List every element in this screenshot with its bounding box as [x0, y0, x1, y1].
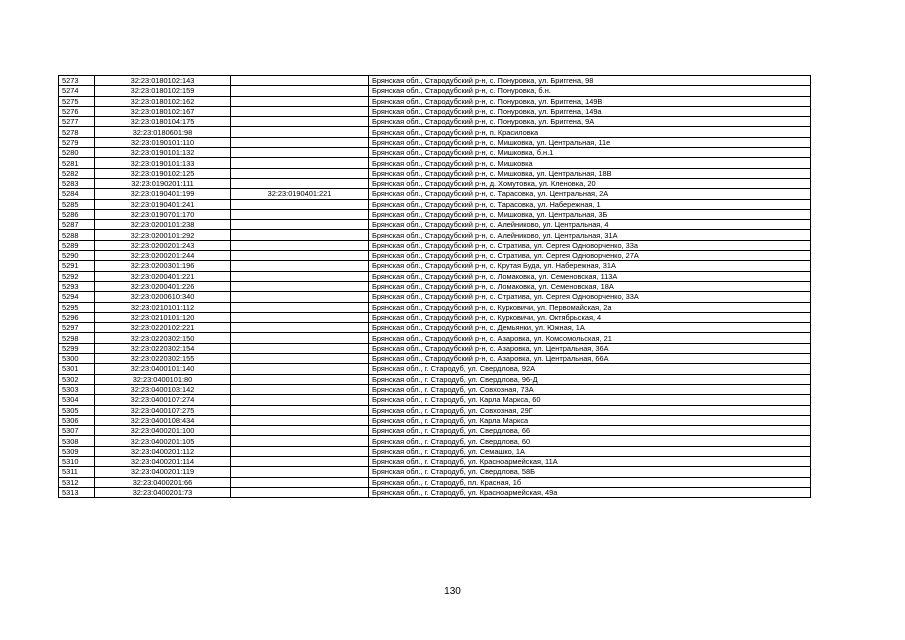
row-number-cell: 5305 [59, 405, 95, 415]
related-cadastral-number-cell [231, 312, 369, 322]
related-cadastral-number-cell [231, 426, 369, 436]
table-row [59, 76, 811, 86]
cadastral-number-cell: 32:23:0190101:132 [95, 148, 231, 158]
table-row [59, 220, 811, 230]
cadastral-number-cell: 32:23:0400201:100 [95, 426, 231, 436]
table-row [59, 251, 811, 261]
cadastral-number-cell: 32:23:0220302:155 [95, 354, 231, 364]
table-row [59, 477, 811, 487]
table-row [59, 178, 811, 188]
related-cadastral-number-cell [231, 477, 369, 487]
row-number-cell: 5276 [59, 106, 95, 116]
table-row [59, 168, 811, 178]
address-cell: Брянская обл., Стародубский р-н, п. Красиловка [369, 127, 811, 137]
row-number-cell: 5277 [59, 117, 95, 127]
address-cell: Брянская обл., Стародубский р-н, с. Понуровка, ул. Бриггена, 98 [369, 76, 811, 86]
address-cell: Брянская обл., Стародубский р-н, с. Понуровка, ул. Бриггена, 149а [369, 106, 811, 116]
address-cell: Брянская обл., Стародубский р-н, с. Стратива, ул. Сергея Одноворченко, 33а [369, 240, 811, 250]
row-number-cell: 5283 [59, 178, 95, 188]
row-number-cell: 5301 [59, 364, 95, 374]
page-number: 130 [444, 586, 461, 597]
address-cell: Брянская обл., г. Стародуб, ул. Карла Маркса, 60 [369, 395, 811, 405]
row-number-cell: 5308 [59, 436, 95, 446]
table-row [59, 127, 811, 137]
table-row [59, 117, 811, 127]
table-row [59, 86, 811, 96]
address-cell: Брянская обл., Стародубский р-н, д. Хомутовка, ул. Кленовка, 20 [369, 178, 811, 188]
address-cell: Брянская обл., Стародубский р-н, с. Крутая Буда, ул. Набережная, 31А [369, 261, 811, 271]
address-cell: Брянская обл., Стародубский р-н, с. Алейниково, ул. Центральная, 4 [369, 220, 811, 230]
row-number-cell: 5304 [59, 395, 95, 405]
table-row [59, 333, 811, 343]
address-cell: Брянская обл., г. Стародуб, ул. Свердлова, 96-Д [369, 374, 811, 384]
row-number-cell: 5280 [59, 148, 95, 158]
table-row [59, 323, 811, 333]
cadastral-number-cell: 32:23:0190401:199 [95, 189, 231, 199]
row-number-cell: 5278 [59, 127, 95, 137]
cadastral-number-cell: 32:23:0200201:244 [95, 251, 231, 261]
address-cell: Брянская обл., г. Стародуб, ул. Семашко, 1А [369, 446, 811, 456]
cadastral-number-cell: 32:23:0200101:238 [95, 220, 231, 230]
row-number-cell: 5289 [59, 240, 95, 250]
related-cadastral-number-cell [231, 436, 369, 446]
address-cell: Брянская обл., Стародубский р-н, с. Стратива, ул. Сергея Одноворченко, 27А [369, 251, 811, 261]
cadastral-number-cell: 32:23:0180104:175 [95, 117, 231, 127]
row-number-cell: 5286 [59, 209, 95, 219]
related-cadastral-number-cell [231, 127, 369, 137]
cadastral-number-cell: 32:23:0190701:170 [95, 209, 231, 219]
row-number-cell: 5288 [59, 230, 95, 240]
related-cadastral-number-cell [231, 384, 369, 394]
row-number-cell: 5287 [59, 220, 95, 230]
cadastral-number-cell: 32:23:0400107:275 [95, 405, 231, 415]
cadastral-number-cell: 32:23:0180102:167 [95, 106, 231, 116]
registry-table-body [59, 76, 811, 498]
row-number-cell: 5310 [59, 456, 95, 466]
address-cell: Брянская обл., Стародубский р-н, с. Стратива, ул. Сергея Одноворченко, 33А [369, 292, 811, 302]
table-row [59, 312, 811, 322]
cadastral-number-cell: 32:23:0400201:112 [95, 446, 231, 456]
table-row [59, 405, 811, 415]
table-row [59, 467, 811, 477]
cadastral-number-cell: 32:23:0200401:221 [95, 271, 231, 281]
table-row [59, 209, 811, 219]
cadastral-number-cell: 32:23:0180601:98 [95, 127, 231, 137]
cadastral-number-cell: 32:23:0220302:154 [95, 343, 231, 353]
address-cell: Брянская обл., Стародубский р-н, с. Мишковка, б.н.1 [369, 148, 811, 158]
cadastral-number-cell: 32:23:0210101:112 [95, 302, 231, 312]
row-number-cell: 5303 [59, 384, 95, 394]
cadastral-number-cell: 32:23:0400107:274 [95, 395, 231, 405]
related-cadastral-number-cell [231, 374, 369, 384]
related-cadastral-number-cell [231, 106, 369, 116]
address-cell: Брянская обл., Стародубский р-н, с. Алейниково, ул. Центральная, 31А [369, 230, 811, 240]
related-cadastral-number-cell [231, 364, 369, 374]
row-number-cell: 5284 [59, 189, 95, 199]
address-cell: Брянская обл., г. Стародуб, пл. Красная, 1б [369, 477, 811, 487]
related-cadastral-number-cell [231, 199, 369, 209]
cadastral-number-cell: 32:23:0180102:159 [95, 86, 231, 96]
row-number-cell: 5302 [59, 374, 95, 384]
related-cadastral-number-cell [231, 415, 369, 425]
cadastral-number-cell: 32:23:0190401:241 [95, 199, 231, 209]
address-cell: Брянская обл., Стародубский р-н, с. Азаровка, ул. Центральная, 66А [369, 354, 811, 364]
related-cadastral-number-cell [231, 240, 369, 250]
row-number-cell: 5300 [59, 354, 95, 364]
row-number-cell: 5273 [59, 76, 95, 86]
related-cadastral-number-cell [231, 220, 369, 230]
cadastral-number-cell: 32:23:0220102:221 [95, 323, 231, 333]
related-cadastral-number-cell [231, 292, 369, 302]
cadastral-number-cell: 32:23:0190101:133 [95, 158, 231, 168]
cadastral-number-cell: 32:23:0200610:340 [95, 292, 231, 302]
address-cell: Брянская обл., г. Стародуб, ул. Совхозная, 73А [369, 384, 811, 394]
cadastral-number-cell: 32:23:0400201:66 [95, 477, 231, 487]
address-cell: Брянская обл., Стародубский р-н, с. Курковичи, ул. Октябрьская, 4 [369, 312, 811, 322]
row-number-cell: 5282 [59, 168, 95, 178]
related-cadastral-number-cell [231, 395, 369, 405]
table-row [59, 189, 811, 199]
address-cell: Брянская обл., г. Стародуб, ул. Свердлова, 58Б [369, 467, 811, 477]
row-number-cell: 5274 [59, 86, 95, 96]
row-number-cell: 5292 [59, 271, 95, 281]
address-cell: Брянская обл., Стародубский р-н, с. Тарасовка, ул. Центральная, 2А [369, 189, 811, 199]
related-cadastral-number-cell [231, 117, 369, 127]
table-row [59, 374, 811, 384]
row-number-cell: 5275 [59, 96, 95, 106]
table-row [59, 240, 811, 250]
row-number-cell: 5296 [59, 312, 95, 322]
cadastral-number-cell: 32:23:0400101:80 [95, 374, 231, 384]
cadastral-number-cell: 32:23:0220302:150 [95, 333, 231, 343]
address-cell: Брянская обл., Стародубский р-н, с. Азаровка, ул. Комсомольская, 21 [369, 333, 811, 343]
related-cadastral-number-cell [231, 343, 369, 353]
row-number-cell: 5293 [59, 281, 95, 291]
table-row [59, 96, 811, 106]
address-cell: Брянская обл., Стародубский р-н, с. Понуровка, ул. Бриггена, 9А [369, 117, 811, 127]
row-number-cell: 5290 [59, 251, 95, 261]
table-row [59, 343, 811, 353]
related-cadastral-number-cell: 32:23:0190401:221 [231, 189, 369, 199]
row-number-cell: 5285 [59, 199, 95, 209]
related-cadastral-number-cell [231, 467, 369, 477]
address-cell: Брянская обл., Стародубский р-н, с. Мишковка [369, 158, 811, 168]
address-cell: Брянская обл., Стародубский р-н, с. Азаровка, ул. Центральная, 36А [369, 343, 811, 353]
row-number-cell: 5311 [59, 467, 95, 477]
related-cadastral-number-cell [231, 487, 369, 497]
row-number-cell: 5291 [59, 261, 95, 271]
address-cell: Брянская обл., Стародубский р-н, с. Понуровка, б.н. [369, 86, 811, 96]
related-cadastral-number-cell [231, 251, 369, 261]
related-cadastral-number-cell [231, 168, 369, 178]
cadastral-number-cell: 32:23:0200101:292 [95, 230, 231, 240]
registry-table [58, 75, 811, 498]
related-cadastral-number-cell [231, 281, 369, 291]
cadastral-number-cell: 32:23:0400103:142 [95, 384, 231, 394]
address-cell: Брянская обл., г. Стародуб, ул. Свердлова, 60 [369, 436, 811, 446]
address-cell: Брянская обл., г. Стародуб, ул. Совхозная, 29Г [369, 405, 811, 415]
address-cell: Брянская обл., Стародубский р-н, с. Мишковка, ул. Центральная, 18В [369, 168, 811, 178]
table-row [59, 446, 811, 456]
address-cell: Брянская обл., Стародубский р-н, с. Курковичи, ул. Первомайская, 2а [369, 302, 811, 312]
cadastral-number-cell: 32:23:0190102:125 [95, 168, 231, 178]
cadastral-number-cell: 32:23:0400201:73 [95, 487, 231, 497]
cadastral-number-cell: 32:23:0180102:162 [95, 96, 231, 106]
table-row [59, 487, 811, 497]
address-cell: Брянская обл., г. Стародуб, ул. Свердлова, 66 [369, 426, 811, 436]
related-cadastral-number-cell [231, 86, 369, 96]
cadastral-number-cell: 32:23:0400201:119 [95, 467, 231, 477]
related-cadastral-number-cell [231, 230, 369, 240]
table-row [59, 354, 811, 364]
table-row [59, 426, 811, 436]
related-cadastral-number-cell [231, 323, 369, 333]
table-row [59, 271, 811, 281]
table-row [59, 384, 811, 394]
row-number-cell: 5297 [59, 323, 95, 333]
related-cadastral-number-cell [231, 96, 369, 106]
row-number-cell: 5279 [59, 137, 95, 147]
cadastral-number-cell: 32:23:0400108:434 [95, 415, 231, 425]
related-cadastral-number-cell [231, 302, 369, 312]
address-cell: Брянская обл., Стародубский р-н, с. Мишковка, ул. Центральная, 11е [369, 137, 811, 147]
table-row [59, 456, 811, 466]
row-number-cell: 5312 [59, 477, 95, 487]
table-row [59, 230, 811, 240]
related-cadastral-number-cell [231, 333, 369, 343]
related-cadastral-number-cell [231, 76, 369, 86]
table-row [59, 106, 811, 116]
row-number-cell: 5281 [59, 158, 95, 168]
related-cadastral-number-cell [231, 271, 369, 281]
table-row [59, 415, 811, 425]
address-cell: Брянская обл., Стародубский р-н, с. Демьянки, ул. Южная, 1А [369, 323, 811, 333]
related-cadastral-number-cell [231, 405, 369, 415]
cadastral-number-cell: 32:23:0200401:226 [95, 281, 231, 291]
related-cadastral-number-cell [231, 178, 369, 188]
related-cadastral-number-cell [231, 456, 369, 466]
related-cadastral-number-cell [231, 148, 369, 158]
row-number-cell: 5309 [59, 446, 95, 456]
address-cell: Брянская обл., Стародубский р-н, с. Мишковка, ул. Центральная, 3Б [369, 209, 811, 219]
related-cadastral-number-cell [231, 209, 369, 219]
row-number-cell: 5295 [59, 302, 95, 312]
cadastral-number-cell: 32:23:0400201:114 [95, 456, 231, 466]
table-row [59, 302, 811, 312]
related-cadastral-number-cell [231, 158, 369, 168]
related-cadastral-number-cell [231, 261, 369, 271]
cadastral-number-cell: 32:23:0400101:140 [95, 364, 231, 374]
cadastral-number-cell: 32:23:0200201:243 [95, 240, 231, 250]
cadastral-number-cell: 32:23:0190201:111 [95, 178, 231, 188]
related-cadastral-number-cell [231, 446, 369, 456]
cadastral-number-cell: 32:23:0200301:196 [95, 261, 231, 271]
address-cell: Брянская обл., Стародубский р-н, с. Ломаковка, ул. Семеновская, 18А [369, 281, 811, 291]
address-cell: Брянская обл., Стародубский р-н, с. Понуровка, ул. Бриггена, 149В [369, 96, 811, 106]
cadastral-number-cell: 32:23:0400201:105 [95, 436, 231, 446]
row-number-cell: 5298 [59, 333, 95, 343]
cadastral-number-cell: 32:23:0190101:110 [95, 137, 231, 147]
row-number-cell: 5313 [59, 487, 95, 497]
address-cell: Брянская обл., г. Стародуб, ул. Карла Маркса [369, 415, 811, 425]
table-row [59, 199, 811, 209]
row-number-cell: 5306 [59, 415, 95, 425]
row-number-cell: 5299 [59, 343, 95, 353]
address-cell: Брянская обл., г. Стародуб, ул. Свердлова, 92А [369, 364, 811, 374]
address-cell: Брянская обл., Стародубский р-н, с. Ломаковка, ул. Семеновская, 113А [369, 271, 811, 281]
table-row [59, 292, 811, 302]
related-cadastral-number-cell [231, 354, 369, 364]
cadastral-number-cell: 32:23:0180102:143 [95, 76, 231, 86]
table-row [59, 158, 811, 168]
table-row [59, 261, 811, 271]
address-cell: Брянская обл., Стародубский р-н, с. Тарасовка, ул. Набережная, 1 [369, 199, 811, 209]
row-number-cell: 5294 [59, 292, 95, 302]
table-row [59, 364, 811, 374]
table-row [59, 436, 811, 446]
address-cell: Брянская обл., г. Стародуб, ул. Красноармейская, 11А [369, 456, 811, 466]
table-row [59, 148, 811, 158]
row-number-cell: 5307 [59, 426, 95, 436]
address-cell: Брянская обл., г. Стародуб, ул. Красноармейская, 49а [369, 487, 811, 497]
related-cadastral-number-cell [231, 137, 369, 147]
table-row [59, 281, 811, 291]
table-row [59, 395, 811, 405]
table-row [59, 137, 811, 147]
cadastral-number-cell: 32:23:0210101:120 [95, 312, 231, 322]
